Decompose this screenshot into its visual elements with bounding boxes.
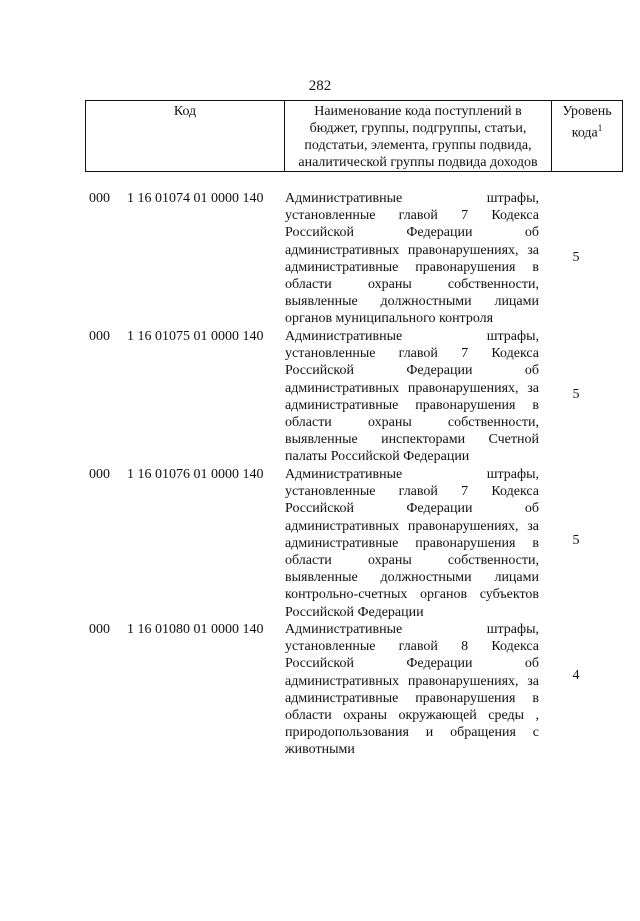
- income-name: [285, 328, 539, 466]
- name-line: Российской Федерации об: [285, 225, 539, 241]
- name-line: выявленные должностными лицами: [285, 570, 539, 586]
- name-line: области охраны собственности,: [285, 552, 539, 568]
- name-line: органов муниципального контроля: [285, 311, 494, 327]
- name-line: природопользования и обращения с: [285, 725, 539, 741]
- name-line: установленные главой 7 Кодекса: [285, 484, 539, 500]
- name-line: Российской Федерации об: [285, 501, 539, 517]
- income-name: [285, 621, 539, 759]
- code-level: 5: [572, 533, 580, 548]
- header-name-line: аналитической группы подвида доходов: [298, 155, 538, 170]
- name-line: контрольно-счетных органов субъектов: [285, 587, 539, 603]
- header-name: [285, 101, 552, 172]
- header-code-label: Код: [173, 104, 197, 119]
- name-line: установленные главой 8 Кодекса: [285, 639, 539, 655]
- name-line: палаты Российской Федерации: [285, 449, 470, 465]
- name-line: административных правонарушениях, за: [285, 673, 539, 689]
- name-line: Административные штрафы,: [285, 467, 539, 482]
- header-level-line1: Уровень: [562, 104, 612, 119]
- header-level-line2: [554, 120, 620, 142]
- code-level: 4: [572, 668, 580, 683]
- table-row: [0, 621, 640, 761]
- name-line: Административные штрафы,: [285, 622, 539, 637]
- table-row: [0, 190, 640, 328]
- code-level: 5: [572, 250, 580, 265]
- income-code: 1 16 01080 01 0000 140: [127, 622, 264, 637]
- name-line: Административные штрафы,: [285, 191, 539, 206]
- footnote-mark: 1: [597, 123, 603, 133]
- header-name-line: Наименование кода поступлений в: [314, 104, 522, 119]
- header-name-line: бюджет, группы, подгруппы, статьи,: [309, 121, 527, 136]
- code-level: 5: [572, 387, 580, 402]
- table-row: [0, 466, 640, 621]
- table-header: [85, 100, 623, 172]
- name-line: установленные главой 7 Кодекса: [285, 346, 539, 362]
- name-line: выявленные инспекторами Счетной: [285, 432, 539, 448]
- header-code: [86, 101, 285, 172]
- header-name-line: подстатьи, элемента, группы подвида,: [304, 138, 532, 153]
- name-line: Российской Федерации: [285, 604, 424, 620]
- name-line: административных правонарушениях, за: [285, 242, 539, 258]
- admin-code: 000: [89, 191, 110, 206]
- name-line: административные правонарушения в: [285, 535, 539, 551]
- name-line: области охраны собственности,: [285, 276, 539, 292]
- name-line: области охраны окружающей среды ,: [285, 707, 539, 723]
- name-line: Административные штрафы,: [285, 329, 539, 344]
- table-row: [0, 328, 640, 466]
- income-code: 1 16 01075 01 0000 140: [127, 329, 264, 344]
- page-number: 282: [308, 78, 332, 94]
- admin-code: 000: [89, 622, 110, 637]
- name-line: административных правонарушениях, за: [285, 380, 539, 396]
- admin-code: 000: [89, 329, 110, 344]
- income-code: 1 16 01076 01 0000 140: [127, 467, 264, 482]
- name-line: административных правонарушениях, за: [285, 518, 539, 534]
- income-code: 1 16 01074 01 0000 140: [127, 191, 264, 206]
- name-line: установленные главой 7 Кодекса: [285, 208, 539, 224]
- name-line: Российской Федерации об: [285, 363, 539, 379]
- admin-code: 000: [89, 467, 110, 482]
- name-line: административные правонарушения в: [285, 397, 539, 413]
- name-line: административные правонарушения в: [285, 690, 539, 706]
- income-name: [285, 190, 539, 328]
- name-line: области охраны собственности,: [285, 414, 539, 430]
- name-line: выявленные должностными лицами: [285, 294, 539, 310]
- header-level-text: кода: [571, 125, 598, 141]
- name-line: административные правонарушения в: [285, 259, 539, 275]
- header-level: [552, 101, 623, 172]
- name-line: Российской Федерации об: [285, 656, 539, 672]
- income-name: [285, 466, 539, 621]
- name-line: животными: [285, 742, 355, 758]
